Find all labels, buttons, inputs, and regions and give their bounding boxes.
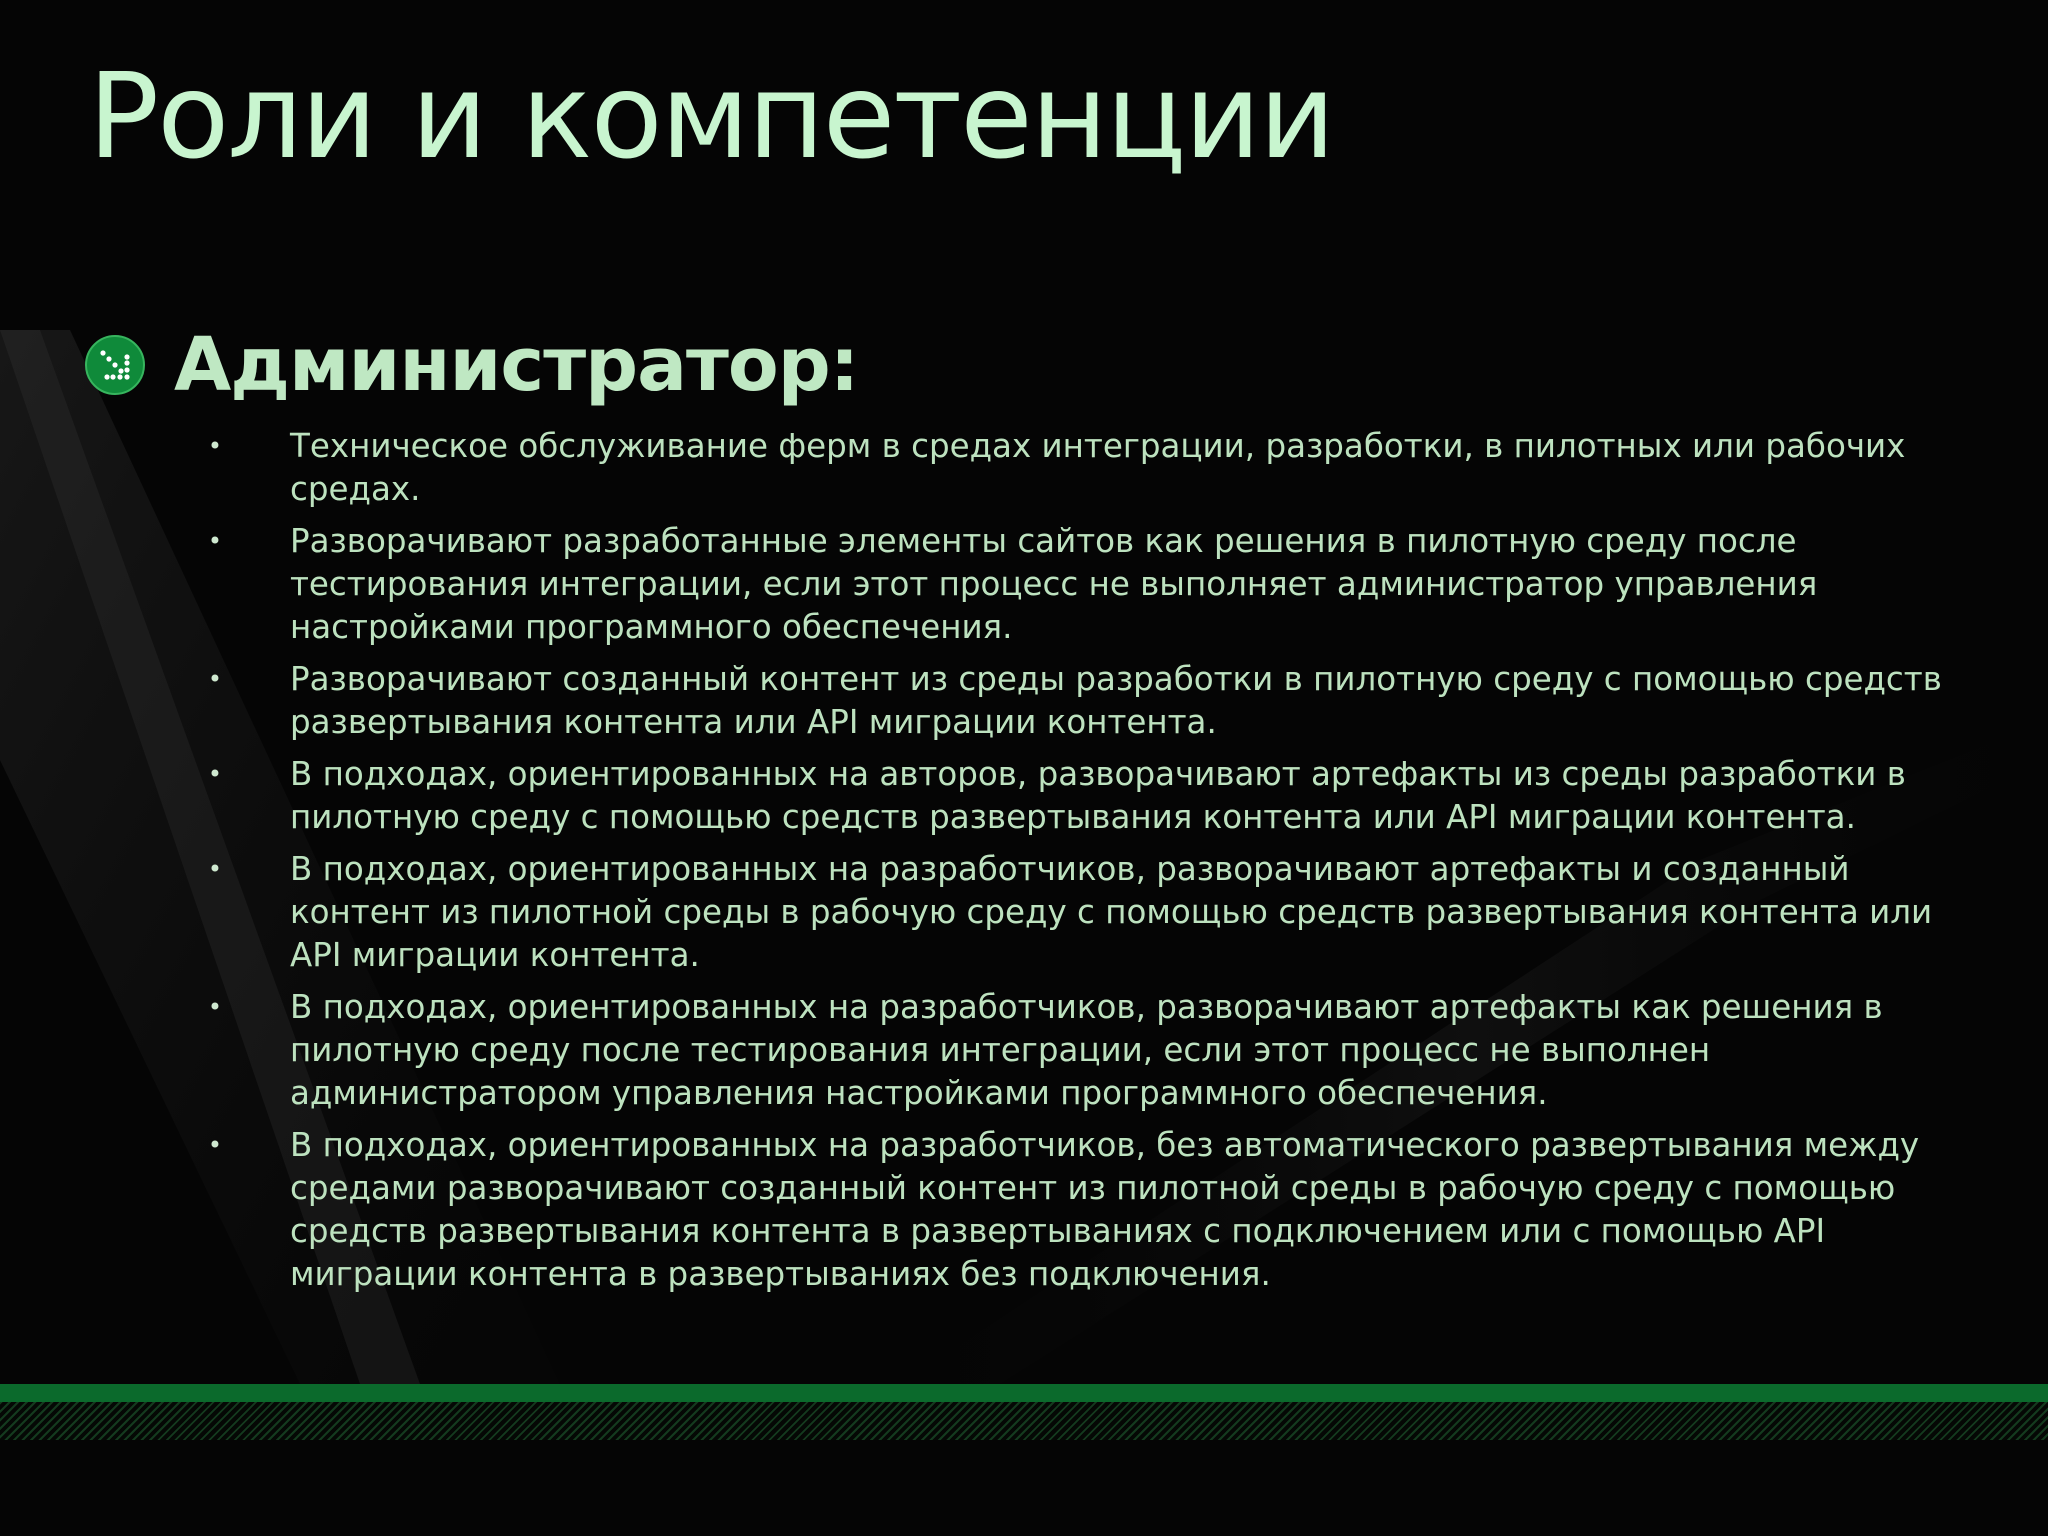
footer-accent-band [0, 1384, 2048, 1402]
list-item [84, 658, 1984, 744]
bullet-icon: • [207, 432, 223, 460]
list-item [84, 1124, 1984, 1296]
list-item-text: Разворачивают разработанные элементы сайтов как решения в пилотную среду после тестирования интеграции, если этот процесс не выполняет администратор управления настройками программного обеспечения. [290, 522, 1818, 646]
list-item-text: В подходах, ориентированных на авторов, разворачивают артефакты из среды разработки в пилотную среду с помощью средств развертывания контента или API миграции контента. [290, 755, 1906, 836]
list-item [84, 753, 1984, 839]
bullet-list [84, 425, 1984, 1296]
bullet-icon: • [207, 855, 223, 883]
list-item-text: Разворачивают созданный контент из среды разработки в пилотную среду с помощью средств развертывания контента или API миграции контента. [290, 660, 1942, 741]
footer-hatch-pattern [0, 1402, 2048, 1440]
list-item-text: Техническое обслуживание ферм в средах интеграции, разработки, в пилотных или рабочих средах. [290, 427, 1906, 508]
section-header [84, 315, 1984, 415]
list-item-text: В подходах, ориентированных на разработчиков, разворачивают артефакты как решения в пилотную среду после тестирования интеграции, если этот процесс не выполнен администратором управления настройками программного обеспечения. [290, 988, 1883, 1112]
bullet-icon: • [207, 760, 223, 788]
bullet-icon: • [207, 1131, 223, 1159]
list-item [84, 848, 1984, 977]
section-title: Администратор: [174, 322, 859, 408]
list-item [84, 520, 1984, 649]
arrow-down-right-dotted-icon [84, 334, 146, 396]
bullet-icon: • [207, 527, 223, 555]
slide-title: Роли и компетенции [88, 47, 1334, 185]
list-item [84, 986, 1984, 1115]
list-item-text: В подходах, ориентированных на разработчиков, без автоматического развертывания между средами разворачивают созданный контент из пилотной среды в рабочую среду с помощью средств развертывания контента в развертываниях с подключением или с помощью API миграции контента в развертываниях без подключения. [290, 1126, 1920, 1293]
bullet-icon: • [207, 993, 223, 1021]
list-item-text: В подходах, ориентированных на разработчиков, разворачивают артефакты и созданный контент из пилотной среды в рабочую среду с помощью средств развертывания контента или API миграции контента. [290, 850, 1933, 974]
list-item [84, 425, 1984, 511]
bullet-icon: • [207, 665, 223, 693]
administrator-section [84, 315, 1984, 1305]
